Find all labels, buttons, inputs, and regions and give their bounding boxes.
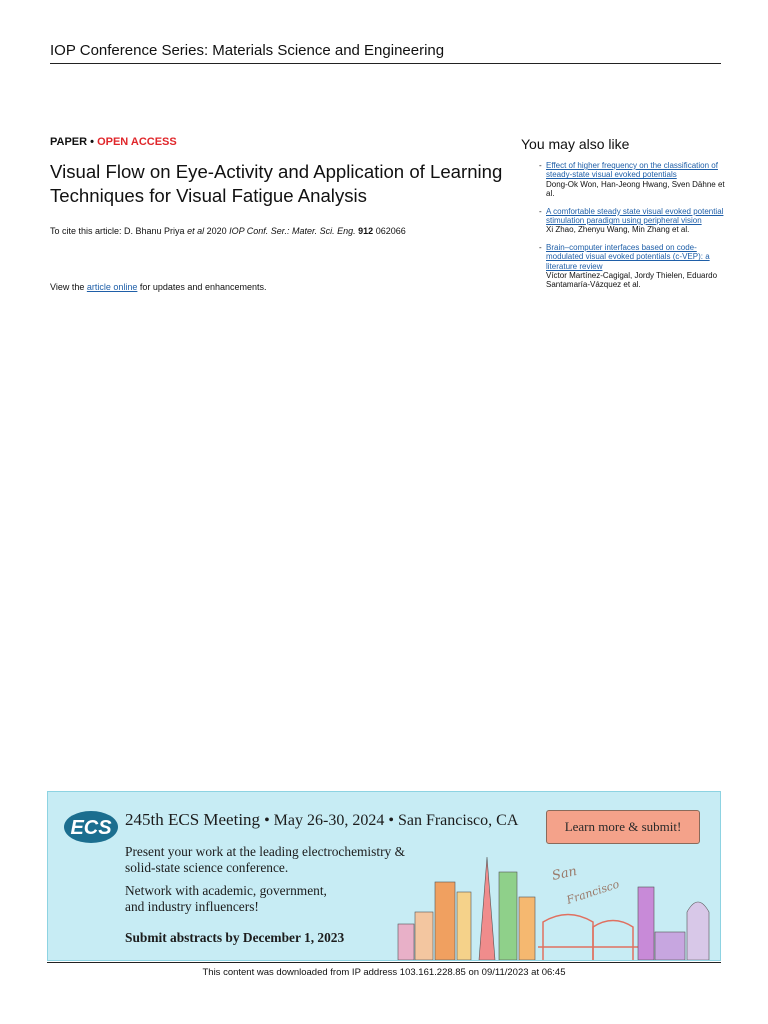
download-note: This content was downloaded from IP address 103.161.228.85 on 09/11/2023 at 06:45 — [202, 967, 566, 978]
footer-divider — [47, 962, 721, 963]
related-article-authors: Dong-Ok Won, Han-Jeong Hwang, Sven Dähne et al. — [546, 179, 725, 199]
headline-sep: • — [384, 812, 398, 829]
city-hall-dome — [687, 902, 709, 960]
building — [519, 897, 535, 960]
label-separator: • — [87, 136, 98, 148]
related-article-link[interactable]: Brain–computer interfaces based on code-modulated visual evoked potentials (c-VEP): a literature review — [546, 242, 710, 271]
abstract-deadline: Submit abstracts by December 1, 2023 — [125, 930, 345, 945]
related-article-link[interactable]: A comfortable steady state visual evoked potential stimulation paradigm using peripheral vision — [546, 206, 724, 226]
meeting-dates: May 26-30, 2024 — [273, 812, 385, 829]
san-francisco-skyline-illustration — [393, 852, 718, 961]
paper-type-label — [50, 136, 177, 148]
building — [655, 932, 685, 960]
view-suffix: for updates and enhancements. — [137, 282, 267, 292]
list-dash: - — [539, 206, 542, 216]
related-article-item — [521, 243, 726, 290]
building — [415, 912, 433, 960]
cite-year: 2020 — [204, 226, 230, 236]
banner-text-present: Present your work at the leading electrochemistry & solid-state science conference. — [125, 844, 406, 875]
building — [638, 887, 654, 960]
building — [435, 882, 455, 960]
building — [499, 872, 517, 960]
meeting-location: San Francisco, CA — [397, 812, 519, 829]
sidebar-heading: You may also like — [521, 136, 630, 152]
paper-title: Visual Flow on Eye-Activity and Application of Learning Techniques for Visual Fatigue Analysis — [50, 161, 503, 206]
related-article-authors: Xi Zhao, Zhenyu Wang, Min Zhang et al. — [546, 225, 690, 235]
paper-type: PAPER — [50, 136, 88, 148]
cite-article: 062066 — [375, 226, 406, 236]
related-article-link[interactable]: Effect of higher frequency on the classification of steady-state visual evoked potentials — [546, 161, 718, 180]
transamerica-pyramid — [479, 857, 495, 960]
headline-sep: • — [260, 812, 274, 829]
view-prefix: View the — [50, 282, 87, 292]
related-articles-sidebar — [521, 136, 726, 298]
meeting-name: 245th ECS Meeting — [125, 810, 261, 829]
open-access-badge: OPEN ACCESS — [97, 136, 177, 148]
ecs-logo — [63, 809, 119, 845]
learn-more-submit-button[interactable]: Learn more & submit! — [546, 810, 700, 844]
building — [457, 892, 471, 960]
bridge — [593, 921, 633, 961]
view-online-line — [50, 282, 266, 292]
bridge — [543, 915, 593, 961]
citation-line — [50, 226, 406, 236]
banner-text-network: Network with academic, government, and industry influencers! — [125, 883, 327, 914]
related-article-item — [521, 207, 726, 235]
ecs-meeting-banner[interactable] — [47, 791, 721, 961]
cite-etal: et al — [187, 226, 205, 236]
cite-volume: 912 — [358, 226, 374, 236]
article-online-link[interactable]: article online — [86, 282, 138, 292]
related-article-item — [521, 161, 726, 199]
banner-headline — [125, 810, 518, 830]
ecs-logo-text: ECS — [70, 817, 112, 839]
cite-journal: IOP Conf. Ser.: Mater. Sci. Eng. — [229, 226, 356, 236]
list-dash: - — [539, 161, 542, 170]
related-article-authors: Víctor Martínez-Cagigal, Jordy Thielen, Eduardo Santamaría-Vázquez et al. — [546, 271, 718, 290]
building — [398, 924, 414, 960]
script-san: San — [550, 864, 579, 884]
journal-header: IOP Conference Series: Materials Science and Engineering — [50, 42, 721, 64]
list-dash: - — [539, 242, 542, 252]
cite-prefix: To cite this article: D. Bhanu Priya — [50, 226, 188, 236]
script-francisco: Francisco — [564, 877, 621, 907]
